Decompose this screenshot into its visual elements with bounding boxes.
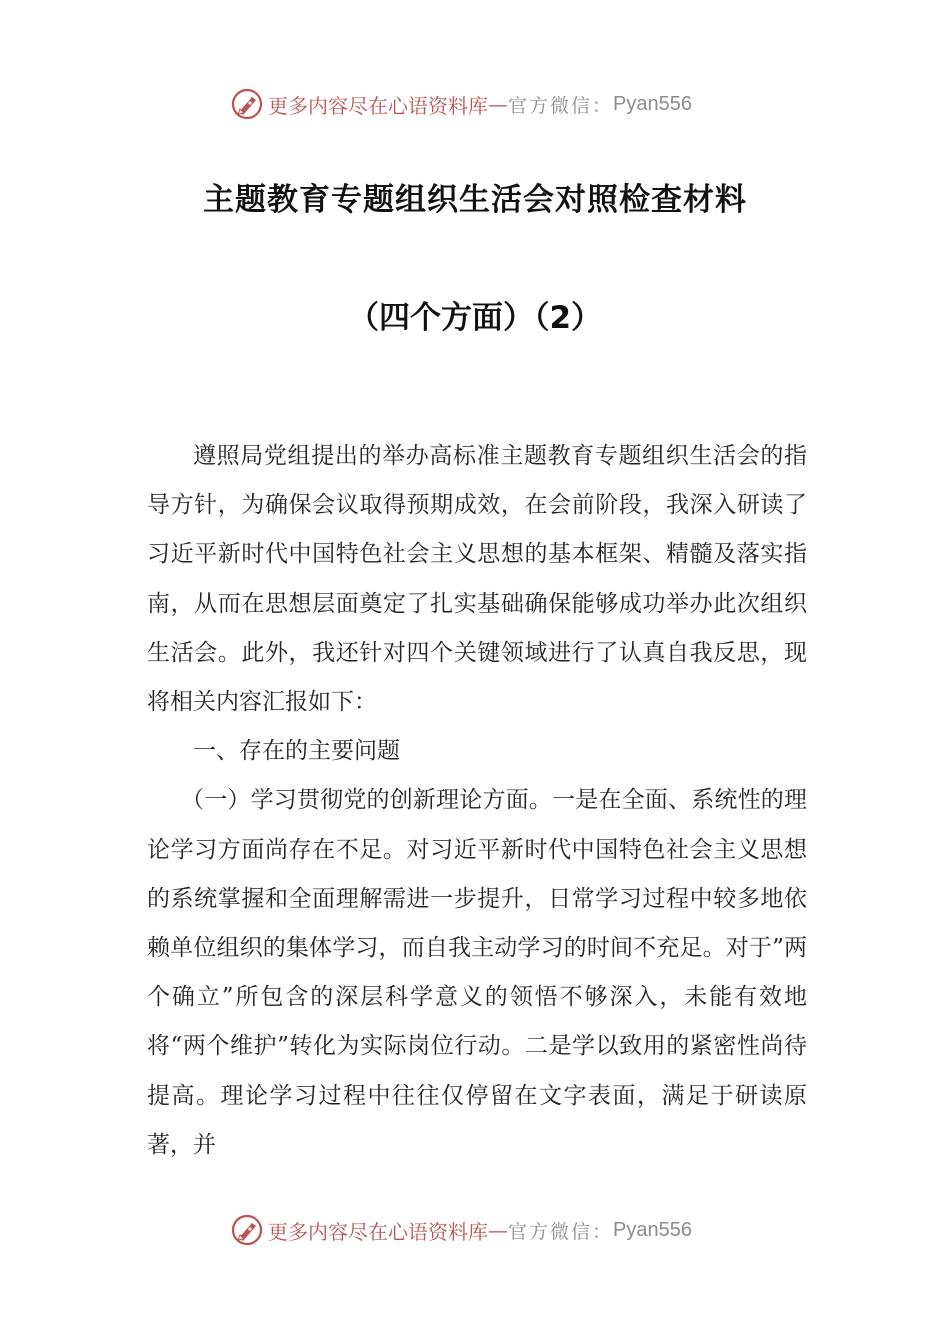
section-paragraph: （一）学习贯彻党的创新理论方面。一是在全面、系统性的理论学习方面尚存在不足。对习近平新时代中国特色社会主义思想的系统掌握和全面理解需进一步提升，日常学习过程中较多地依赖单位组织的集体学习，而自我主动学习的时间不充足。对于”两个确立”所包含的深层科学意义的领悟不够深入，未能有效地将“两个维护”转化为实际岗位行动。二是学以致用的紧密性尚待提高。理论学习过程中往往仅停留在文字表面，满足于研读原著，并 [147,787,807,1158]
footer-watermark [230,1210,692,1250]
watermark-separator: — [488,1218,508,1242]
watermark-official-label: 官方微信： [508,94,614,117]
watermark-wechat-id: Pyan556 [613,1218,692,1241]
intro-paragraph: 遵照局党组提出的举办高标准主题教育专题组织生活会的指导方针，为确保会议取得预期成效，在会前阶段，我深入研读了习近平新时代中国特色社会主义思想的基本框架、精髓及落实指南，从而在思想层面奠定了扎实基础确保能够成功举办此次组织生活会。此外，我还针对四个关键领域进行了认真自我反思，现将相关内容汇报如下： [147,443,807,716]
document-body [147,432,807,1170]
watermark-separator: — [488,92,508,116]
pen-nib-circle-icon [230,1213,264,1247]
watermark-official-label: 官方微信： [508,1220,614,1243]
watermark-site-name: 更多内容尽在心语资料库 [268,93,488,118]
header-watermark [230,84,692,124]
pen-nib-circle-icon [230,87,264,121]
section-heading: 一、存在的主要问题 [193,738,400,765]
document-title: 主题教育专题组织生活会对照检查材料 [203,182,747,218]
document-subtitle: （四个方面）（2） [347,300,603,336]
watermark-wechat-id: Pyan556 [613,92,692,115]
watermark-site-name: 更多内容尽在心语资料库 [268,1219,488,1244]
